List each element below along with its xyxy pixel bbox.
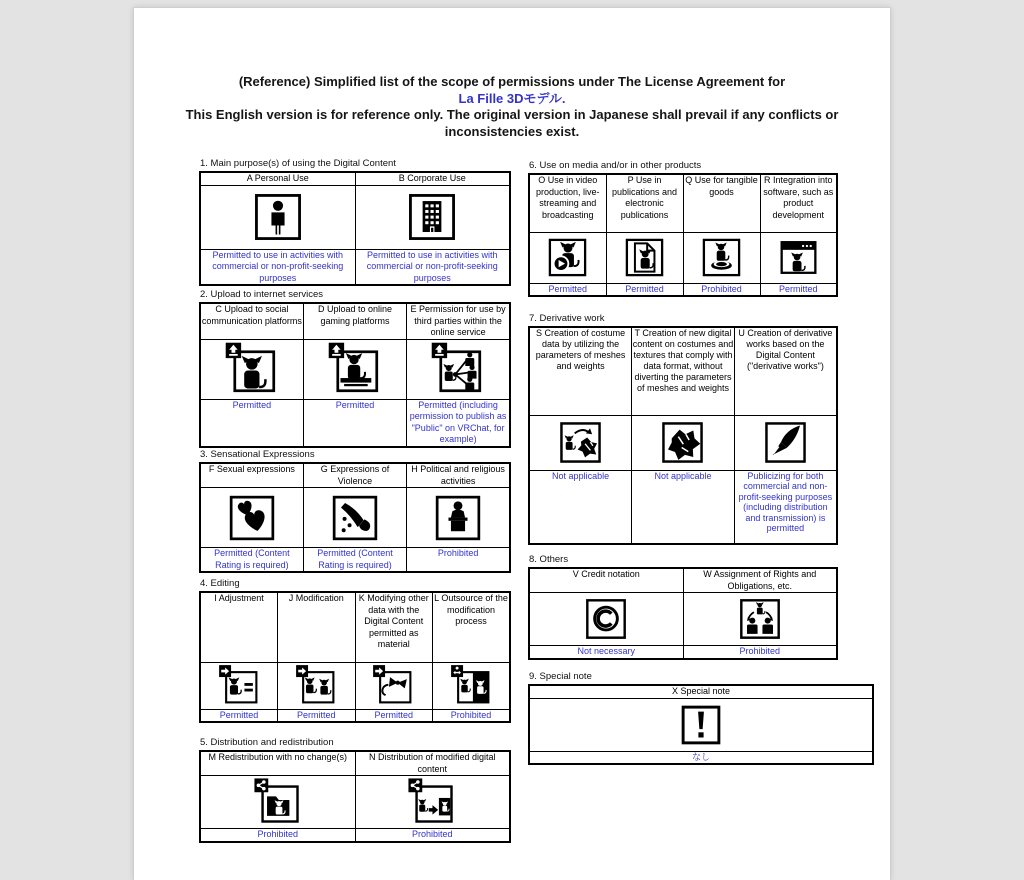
share-third-party-icon xyxy=(407,339,510,399)
material-icon xyxy=(355,662,433,709)
status-label: Prohibited xyxy=(200,829,355,842)
status-label: Not applicable xyxy=(529,470,632,544)
pen-icon xyxy=(734,415,837,470)
column-header: U Creation of derivative works based on the Digital Content ("derivative works") xyxy=(734,327,837,415)
section-7-label: 7. Derivative work xyxy=(529,313,605,324)
column-header: J Modification xyxy=(278,592,356,662)
section-1-label: 1. Main purpose(s) of using the Digital Content xyxy=(200,158,396,169)
column-header: N Distribution of modified digital content xyxy=(355,751,510,776)
status-label: Prohibited xyxy=(433,709,511,722)
column-header: G Expressions of Violence xyxy=(303,463,406,488)
outsource-icon xyxy=(433,662,511,709)
permissions-table-1 xyxy=(199,171,511,286)
section-9-special-note xyxy=(528,671,874,765)
column-header: T Creation of new digital content on costumes and textures that comply with data format, without diverting the parameters of meshes and weights xyxy=(632,327,735,415)
status-label: Permitted to use in activities with commercial or non-profit-seeking purposes xyxy=(200,249,355,285)
status-label: Permitted (including permission to publish as "Public" on VRChat, for example) xyxy=(407,399,510,447)
column-header: K Modifying other data with the Digital Content permitted as material xyxy=(355,592,433,662)
status-label: なし xyxy=(529,751,873,764)
upload-gaming-icon xyxy=(303,339,406,399)
column-header: C Upload to social communication platforms xyxy=(200,303,303,339)
publication-icon xyxy=(606,232,683,283)
redistribution-icon xyxy=(200,776,355,829)
status-label: Prohibited xyxy=(407,548,510,573)
status-label: Permitted xyxy=(278,709,356,722)
title-line-3: This English version is for reference only. The original version in Japanese shall prevail if any conflicts or inconsistencies exist. xyxy=(185,107,839,139)
section-5-distribution xyxy=(199,737,511,843)
section-9-label: 9. Special note xyxy=(529,671,592,682)
permissions-table-3 xyxy=(199,462,511,573)
column-header: R Integration into software, such as product development xyxy=(760,174,837,232)
status-label: Not necessary xyxy=(529,646,683,659)
upload-cat-icon xyxy=(200,339,303,399)
status-label: Permitted to use in activities with commercial or non-profit-seeking purposes xyxy=(355,249,510,285)
status-label: Prohibited xyxy=(683,283,760,296)
column-header: Q Use for tangible goods xyxy=(683,174,760,232)
column-header: E Permission for use by third parties within the online service xyxy=(407,303,510,339)
podium-icon xyxy=(407,488,510,548)
column-header: X Special note xyxy=(529,685,873,698)
permissions-table-6 xyxy=(528,173,838,297)
column-header: S Creation of costume data by utilizing the parameters of meshes and weights xyxy=(529,327,632,415)
status-label: Permitted xyxy=(200,709,278,722)
status-label: Permitted xyxy=(355,709,433,722)
new-costume-icon xyxy=(632,415,735,470)
copyright-icon xyxy=(529,593,683,646)
hearts-icon xyxy=(200,488,303,548)
section-3-sensational xyxy=(199,449,511,573)
permissions-table-9 xyxy=(528,684,874,765)
column-header: I Adjustment xyxy=(200,592,278,662)
section-2-upload xyxy=(199,289,511,448)
status-label: Prohibited xyxy=(355,829,510,842)
section-6-label: 6. Use on media and/or in other products xyxy=(529,160,702,171)
permissions-table-7 xyxy=(528,326,838,545)
section-1-main-purpose xyxy=(199,158,511,286)
permissions-table-2 xyxy=(199,302,511,448)
exclamation-icon xyxy=(529,698,873,751)
section-5-label: 5. Distribution and redistribution xyxy=(200,737,334,748)
status-label: Permitted (Content Rating is required) xyxy=(200,548,303,573)
status-label: Prohibited xyxy=(683,646,837,659)
status-label: Permitted xyxy=(760,283,837,296)
column-header: M Redistribution with no change(s) xyxy=(200,751,355,776)
status-label: Not applicable xyxy=(632,470,735,544)
permissions-table-8 xyxy=(528,567,838,660)
section-2-label: 2. Upload to internet services xyxy=(200,289,324,300)
column-header: O Use in video production, live-streaming and broadcasting xyxy=(529,174,606,232)
status-label: Permitted xyxy=(303,399,406,447)
assignment-icon xyxy=(683,593,837,646)
section-6-media xyxy=(528,160,838,297)
column-header: V Credit notation xyxy=(529,568,683,593)
column-header: H Political and religious activities xyxy=(407,463,510,488)
costume-data-icon xyxy=(529,415,632,470)
permissions-table-5 xyxy=(199,750,511,843)
software-icon xyxy=(760,232,837,283)
status-label: Permitted xyxy=(606,283,683,296)
column-header: B Corporate Use xyxy=(355,172,510,185)
status-label: Permitted xyxy=(200,399,303,447)
section-8-others xyxy=(528,554,838,660)
section-4-editing xyxy=(199,578,511,723)
column-header: L Outsource of the modification process xyxy=(433,592,511,662)
status-label: Publicizing for both commercial and non-profit-seeking purposes (including distribution and transmission) is permitted xyxy=(734,470,837,544)
distribute-modified-icon xyxy=(355,776,510,829)
column-header: D Upload to online gaming platforms xyxy=(303,303,406,339)
document-page xyxy=(134,8,890,880)
section-7-derivative xyxy=(528,313,838,545)
title-product-name: La Fille 3Dモデル. xyxy=(458,90,566,106)
knife-icon xyxy=(303,488,406,548)
modification-icon xyxy=(278,662,356,709)
video-icon xyxy=(529,232,606,283)
section-8-label: 8. Others xyxy=(529,554,569,565)
permissions-table-4 xyxy=(199,591,511,723)
adjustment-icon xyxy=(200,662,278,709)
column-header: W Assignment of Rights and Obligations, etc. xyxy=(683,568,837,593)
status-label: Permitted xyxy=(529,283,606,296)
column-header: P Use in publications and electronic publications xyxy=(606,174,683,232)
status-label: Permitted (Content Rating is required) xyxy=(303,548,406,573)
column-header: F Sexual expressions xyxy=(200,463,303,488)
column-header: A Personal Use xyxy=(200,172,355,185)
section-3-label: 3. Sensational Expressions xyxy=(200,449,315,460)
title-line-1: (Reference) Simplified list of the scope of permissions under The License Agreement for xyxy=(238,74,786,89)
person-icon xyxy=(200,185,355,249)
section-4-label: 4. Editing xyxy=(200,578,240,589)
building-icon xyxy=(355,185,510,249)
document-title xyxy=(178,74,846,140)
goods-icon xyxy=(683,232,760,283)
